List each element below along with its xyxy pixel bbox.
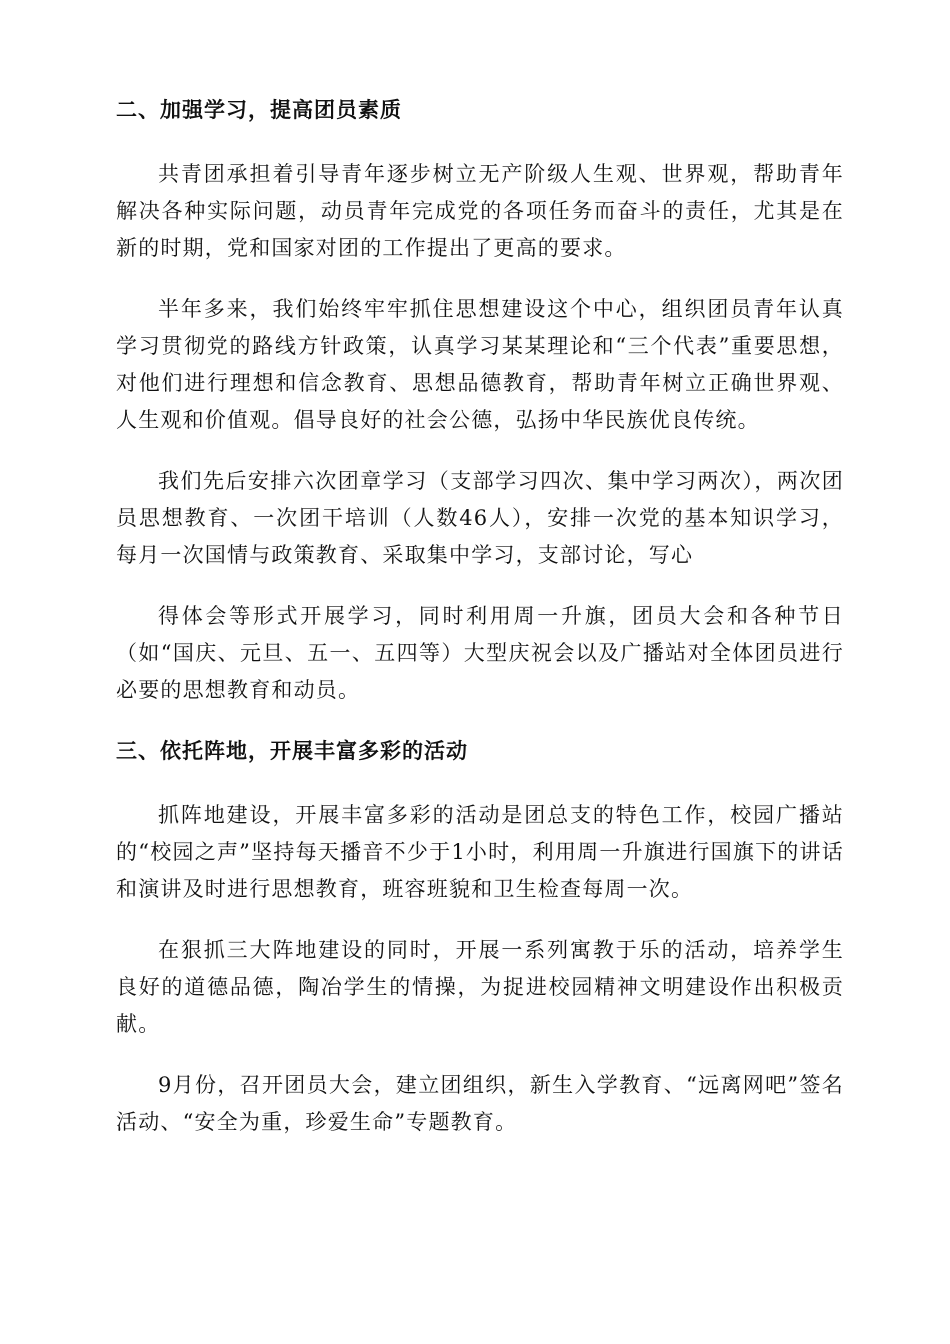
paragraph: 在狠抓三大阵地建设的同时，开展一系列寓教于乐的活动，培养学生良好的道德品德，陶冶学生的情操，为捉进校园精神文明建设作出积极贡献。 xyxy=(116,938,844,1036)
paragraph: 共青团承担着引导青年逐步树立无产阶级人生观、世界观，帮助青年解决各种实际问题，动员青年完成党的各项任务而奋斗的责任，尤其是在新的时期，党和国家对团的工作提出了更高的要求。 xyxy=(116,162,844,260)
paragraph: 抓阵地建设，开展丰富多彩的活动是团总支的特色工作，校园广播站的“校园之声”坚持每天播音不少于1小时，利用周一升旗进行国旗下的讲话和演讲及时进行思想教育，班容班貌和卫生检查每周一次。 xyxy=(116,803,844,901)
paragraph: 得体会等形式开展学习，同时利用周一升旗，团员大会和各种节日（如“国庆、元旦、五一、五四等）大型庆祝会以及广播站对全体团员进行必要的思想教育和动员。 xyxy=(116,604,844,702)
paragraph: 9月份，召开团员大会，建立团组织，新生入学教育、“远离网吧”签名活动、“安全为重，珍爱生命”专题教育。 xyxy=(116,1073,844,1134)
paragraph: 我们先后安排六次团章学习（支部学习四次、集中学习两次），两次团员思想教育、一次团干培训（人数46人），安排一次党的基本知识学习，每月一次国情与政策教育、采取集中学习，支部讨论，写心 xyxy=(116,469,844,567)
document-body xyxy=(116,92,844,1165)
paragraph: 半年多来，我们始终牢牢抓住思想建设这个中心，组织团员青年认真学习贯彻党的路线方针政策，认真学习某某理论和“三个代表”重要思想，对他们进行理想和信念教育、思想品德教育，帮助青年树立正确世界观、人生观和价值观。倡导良好的社会公德，弘扬中华民族优良传统。 xyxy=(116,297,844,432)
section-heading-2: 二、加强学习，提高团员素质 xyxy=(116,98,402,122)
section-heading-3: 三、依托阵地，开展丰富多彩的活动 xyxy=(116,739,468,763)
